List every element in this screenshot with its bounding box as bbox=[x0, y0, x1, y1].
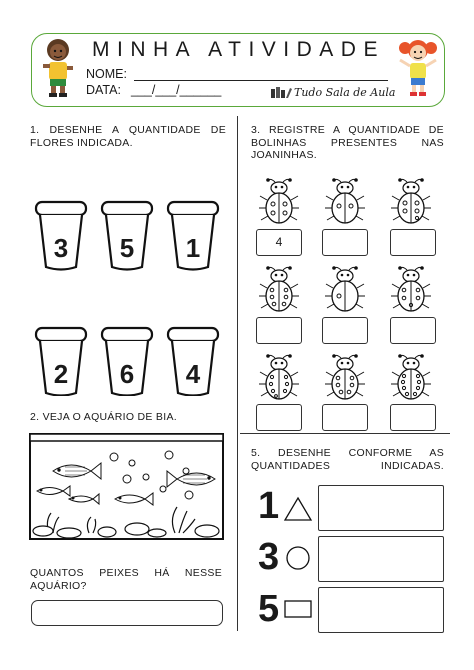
q5-draw-box[interactable] bbox=[318, 485, 444, 531]
q5-number: 1 bbox=[258, 485, 280, 527]
girl-illustration bbox=[396, 36, 440, 98]
ladybug-answer-box[interactable] bbox=[322, 229, 368, 256]
q5-text: 5. DESENHE CONFORME AS QUANTIDADES INDICADAS. bbox=[251, 447, 444, 472]
pot-number: 1 bbox=[185, 233, 201, 263]
pot-number: 5 bbox=[119, 233, 135, 263]
ladybug-icon bbox=[259, 178, 299, 223]
ladybug-answer-box[interactable] bbox=[256, 404, 302, 431]
q1-text: 1. DESENHE A QUANTIDADE DE FLORES INDICADA. bbox=[30, 124, 226, 149]
q2-text: 2. VEJA O AQUÁRIO DE BIA. bbox=[30, 411, 177, 423]
q5-draw-box[interactable] bbox=[318, 587, 444, 633]
ladybug-answer-box[interactable] bbox=[322, 404, 368, 431]
aquarium-illustration bbox=[29, 433, 225, 541]
q2-answer-field[interactable] bbox=[31, 600, 223, 626]
circle-icon bbox=[284, 545, 312, 571]
q5-number: 5 bbox=[258, 588, 280, 630]
ladybug-answer-box[interactable] bbox=[390, 404, 436, 431]
date-label: DATA: bbox=[86, 83, 121, 97]
q2-question: QUANTOS PEIXES HÁ NESSE AQUÁRIO? bbox=[30, 567, 222, 592]
section-divider bbox=[240, 433, 450, 434]
ladybug-answer-box[interactable]: 4 bbox=[256, 229, 302, 256]
page-title: MINHA ATIVIDADE bbox=[92, 38, 385, 61]
triangle-icon bbox=[283, 496, 313, 522]
ladybug-icon bbox=[391, 354, 431, 399]
ladybug-answer-box[interactable] bbox=[390, 229, 436, 256]
books-icon bbox=[270, 85, 292, 99]
ladybug-answer-box[interactable] bbox=[390, 317, 436, 344]
ladybug-icon bbox=[325, 266, 365, 311]
name-line bbox=[134, 80, 388, 81]
ladybug-icon bbox=[259, 266, 299, 311]
ladybug-icon bbox=[259, 354, 299, 399]
brand-logo-text: Tudo Sala de Aula bbox=[294, 86, 396, 99]
q3-text: 3. REGISTRE A QUANTIDADE DE BOLINHAS PRESENTES NAS JOANINHAS. bbox=[251, 124, 444, 161]
pot-number: 6 bbox=[119, 359, 135, 389]
q5-number: 3 bbox=[258, 536, 280, 578]
name-label: NOME: bbox=[86, 67, 127, 81]
rectangle-icon bbox=[283, 599, 313, 619]
ladybug-icon bbox=[391, 266, 431, 311]
pot-number: 4 bbox=[185, 359, 201, 389]
pot-number: 3 bbox=[53, 233, 69, 263]
column-divider bbox=[237, 116, 238, 631]
pot-number: 2 bbox=[53, 359, 69, 389]
ladybug-answer-box[interactable] bbox=[322, 317, 368, 344]
date-blanks: ___/___/______ bbox=[131, 83, 222, 97]
q5-draw-box[interactable] bbox=[318, 536, 444, 582]
ladybug-icon bbox=[325, 178, 365, 223]
ladybug-icon bbox=[325, 354, 365, 399]
ladybug-answer-box[interactable] bbox=[256, 317, 302, 344]
boy-illustration bbox=[38, 36, 78, 98]
ladybugs-group bbox=[250, 172, 450, 412]
ladybug-icon bbox=[391, 178, 431, 223]
